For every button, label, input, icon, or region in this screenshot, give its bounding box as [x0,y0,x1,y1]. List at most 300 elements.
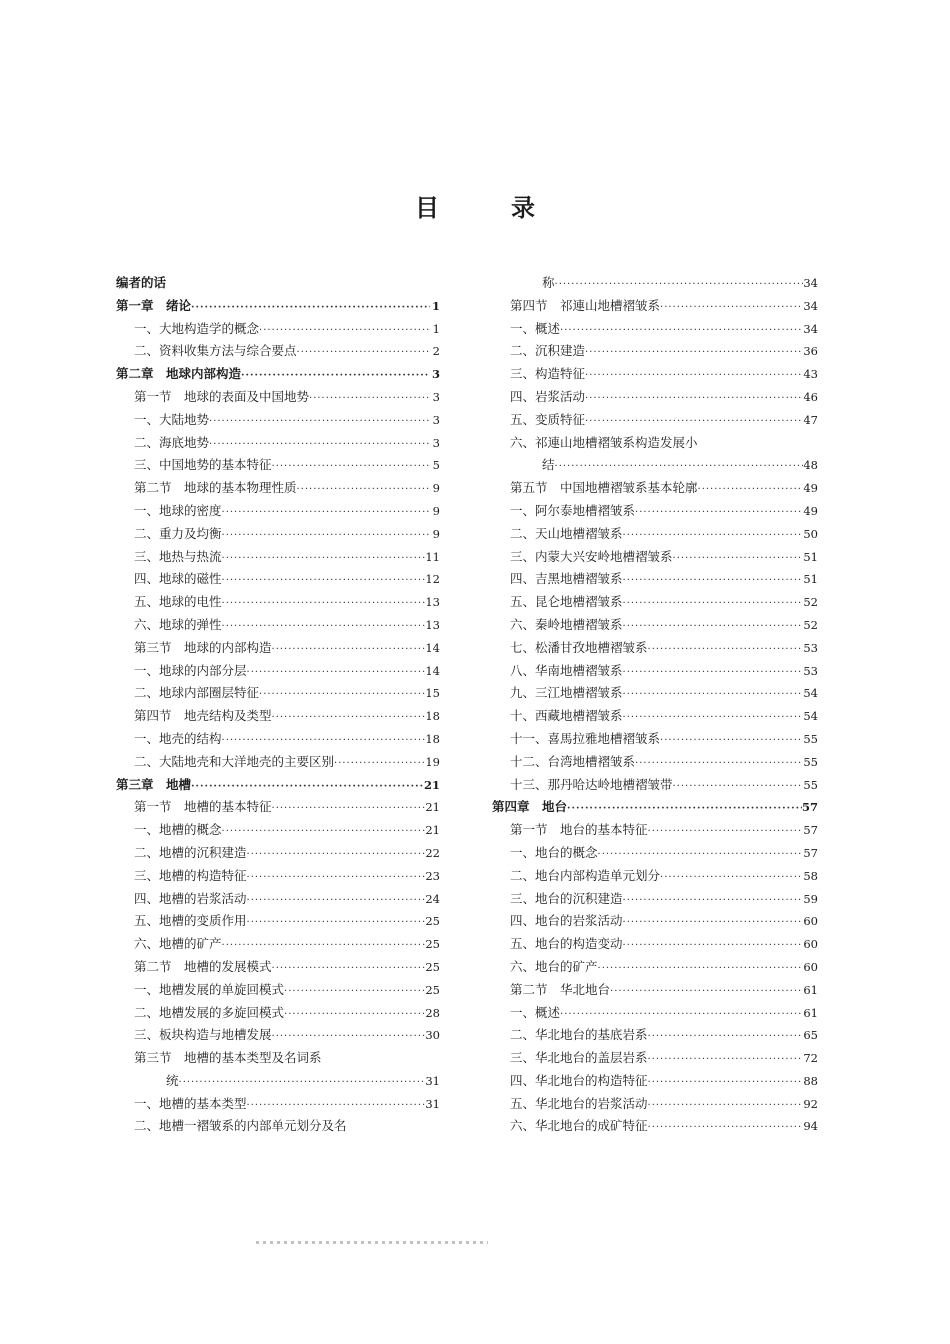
title-char-1: 目 [415,194,439,222]
toc-leader-dots [272,958,426,981]
toc-leader-dots [555,456,804,479]
toc-page-number: 55 [803,731,818,746]
toc-page-number: 22 [425,845,440,860]
toc-entry-title: 结 [542,457,555,473]
toc-leader-dots [222,935,426,958]
toc-entry-title: 三、内蒙大兴安岭地槽褶皱系 [510,548,673,564]
toc-entry[interactable] [492,500,818,523]
toc-entry-title: 统 [166,1072,179,1088]
toc-page-number: 18 [425,731,440,746]
toc-page-number: 21 [423,777,440,792]
toc-page-number: 59 [803,891,818,906]
toc-leader-dots [297,342,430,365]
toc-entry-title: 一、地壳的结构 [134,730,222,746]
toc-leader-dots [241,365,430,388]
toc-entry[interactable] [116,1070,440,1093]
toc-leader-dots [209,434,430,457]
toc-leader-dots [623,912,804,935]
toc-entry[interactable] [116,842,440,865]
toc-leader-dots [191,297,430,320]
toc-chapter-entry[interactable] [116,295,440,318]
toc-leader-dots [635,502,803,525]
toc-page-number: 94 [803,1119,818,1134]
toc-page-number: 57 [803,845,818,860]
toc-entry-title: 一、阿尔泰地槽褶皱系 [510,502,636,518]
toc-entry-title: 四、地台的岩浆活动 [510,913,623,929]
toc-page-number: 57 [803,823,818,838]
toc-entry-title: 二、海底地势 [134,434,210,450]
toc-page-number: 49 [803,503,818,518]
toc-page-number: 50 [803,526,818,541]
toc-leader-dots [247,890,426,913]
toc-page-number: 1 [432,321,440,336]
toc-entry[interactable] [492,454,818,477]
toc-entry-title: 五、地球的电性 [134,594,222,610]
toc-entry-title: 八、华南地槽褶皱系 [510,662,623,678]
toc-entry-title: 六、秦岭地槽褶皱系 [510,616,623,632]
toc-leader-dots [560,1004,803,1027]
toc-leader-dots [247,1095,426,1118]
toc-entry[interactable] [116,660,440,683]
toc-leader-dots [648,639,804,662]
toc-page-number: 55 [803,777,818,792]
toc-entry[interactable] [492,568,818,591]
toc-leader-dots [648,821,804,844]
toc-leader-dots [648,1095,804,1118]
toc-section-entry[interactable] [492,477,818,500]
toc-page-number: 53 [803,640,818,655]
toc-entry-title: 四、华北地台的构造特征 [510,1072,648,1088]
toc-page-number: 49 [803,481,818,496]
toc-entry-title: 称 [542,275,555,290]
toc-leader-dots [673,776,804,799]
toc-leader-dots [222,821,426,844]
toc-leader-dots [673,548,804,571]
toc-page-number: 36 [803,344,818,359]
toc-leader-dots [191,776,424,799]
toc-entry-title: 第二节 地球的基本物理性质 [134,480,297,496]
toc-entry-title: 二、资料收集方法与综合要点 [134,343,297,359]
toc-entry-title: 二、沉积建造 [510,343,586,359]
toc-page-number: 47 [803,412,818,427]
toc-entry[interactable] [492,842,818,865]
toc-page-number: 9 [432,526,440,541]
toc-page-number: 34 [803,276,818,290]
toc-page-number: 25 [425,914,440,929]
toc-page-number: 3 [432,435,440,450]
toc-entry[interactable] [116,910,440,933]
toc-section-entry[interactable] [492,295,818,318]
toc-entry-title: 第二节 地槽的发展模式 [134,958,272,974]
toc-entry[interactable] [116,500,440,523]
toc-entry-title: 二、大陆地壳和大洋地壳的主要区别 [134,753,335,769]
toc-entry-title: 六、地槽的矿产 [134,936,222,952]
toc-page-number: 55 [803,754,818,769]
toc-section-entry[interactable] [116,477,440,500]
toc-page-number: 14 [425,640,440,655]
scan-smudge [256,1241,488,1244]
toc-entry-title: 六、祁連山地槽褶皱系构造发展小 [510,434,698,450]
toc-leader-dots [309,388,430,411]
toc-leader-dots [623,935,804,958]
toc-entry-title: 三、地槽的构造特征 [134,867,247,883]
toc-entry-title: 编者的话 [116,275,167,290]
toc-leader-dots [585,411,803,434]
toc-leader-dots [660,867,803,890]
toc-leader-dots [222,616,426,639]
toc-page-number: 92 [803,1096,818,1111]
toc-entry-title: 第二节 华北地台 [510,981,611,997]
toc-leader-dots [272,707,426,730]
toc-section-entry[interactable] [116,1047,440,1070]
toc-entry-title: 第一章 绪论 [116,297,192,313]
toc-entry[interactable] [116,272,440,295]
toc-chapter-entry[interactable] [116,774,440,797]
toc-leader-dots [297,479,430,502]
toc-page-number: 12 [425,572,440,587]
toc-page-number: 3 [432,389,440,404]
toc-entry-title: 第三节 地球的内部构造 [134,639,272,655]
toc-page-number: 61 [803,982,818,997]
toc-page-number: 48 [803,458,818,473]
toc-entry-title: 一、地球的内部分层 [134,662,247,678]
toc-leader-dots [648,1049,804,1072]
toc-page-number: 28 [425,1005,440,1020]
toc-leader-dots [259,320,430,343]
toc-page-number: 9 [432,503,440,518]
toc-page-number: 24 [425,891,440,906]
toc-leader-dots [698,479,804,502]
toc-leader-dots [585,342,803,365]
toc-entry-title: 四、岩浆活动 [510,388,586,404]
toc-entry-title: 四、吉黑地槽褶皱系 [510,571,623,587]
toc-entry-title: 五、昆仑地槽褶皱系 [510,594,623,610]
toc-entry-title: 第五节 中国地槽褶皱系基本轮廓 [510,480,698,496]
toc-entry-title: 二、地球内部圈层特征 [134,685,260,701]
toc-leader-dots [623,890,804,913]
toc-page-number: 2 [432,344,440,359]
toc-entry-title: 一、大地构造学的概念 [134,320,260,336]
toc-entry[interactable] [492,888,818,911]
toc-page-number: 1 [431,298,440,313]
toc-entry-title: 一、概述 [510,320,561,336]
toc-leader-dots [247,844,426,867]
toc-entry[interactable] [116,591,440,614]
toc-entry-title: 三、地热与热流 [134,548,222,564]
toc-page-number: 57 [801,800,818,815]
toc-entry-title: 第四节 地壳结构及类型 [134,708,272,724]
toc-page-number: 3 [432,412,440,427]
toc-entry[interactable] [492,637,818,660]
toc-leader-dots [179,1072,426,1095]
toc-page-number: 61 [803,1005,818,1020]
toc-right-column [492,272,818,1138]
toc-entry[interactable] [116,614,440,637]
toc-page-number: 11 [425,549,440,564]
toc-left-column [116,272,440,1138]
toc-entry[interactable] [116,1115,440,1138]
toc-entry-title: 三、中国地势的基本特征 [134,457,272,473]
toc-page-number: 51 [803,572,818,587]
toc-entry[interactable] [492,591,818,614]
toc-entry[interactable] [116,409,440,432]
toc-entry[interactable] [116,682,440,705]
toc-entry-title: 一、地槽的概念 [134,822,222,838]
toc-entry-title: 一、地槽发展的单旋回模式 [134,981,285,997]
toc-entry-title: 一、地球的密度 [134,502,222,518]
toc-leader-dots [334,753,425,776]
toc-section-entry[interactable] [116,956,440,979]
toc-leader-dots [567,798,802,821]
toc-page-number: 53 [803,663,818,678]
toc-entry-title: 三、构造特征 [510,366,586,382]
toc-entry[interactable] [492,728,818,751]
toc-entry[interactable] [492,933,818,956]
toc-section-entry[interactable] [116,796,440,819]
toc-entry-title: 七、松潘甘孜地槽褶皱系 [510,639,648,655]
toc-entry[interactable] [116,340,440,363]
toc-entry[interactable] [492,546,818,569]
toc-page-number: 25 [425,959,440,974]
toc-entry[interactable] [492,1047,818,1070]
toc-entry[interactable] [492,660,818,683]
toc-entry[interactable] [492,363,818,386]
toc-page-number: 19 [425,754,440,769]
toc-entry-title: 二、地槽发展的多旋回模式 [134,1004,285,1020]
toc-leader-dots [222,570,426,593]
toc-page-number: 25 [425,937,440,952]
toc-entry-title: 六、华北地台的成矿特征 [510,1118,648,1134]
toc-leader-dots [623,684,804,707]
toc-entry-title: 三、板块构造与地槽发展 [134,1027,272,1043]
title-char-2: 录 [511,194,535,222]
toc-leader-dots [660,730,803,753]
toc-entry[interactable] [492,1115,818,1138]
toc-leader-dots [585,388,803,411]
toc-page-number: 34 [803,321,818,336]
toc-page-number: 60 [803,914,818,929]
toc-chapter-entry[interactable] [492,796,818,819]
toc-entry[interactable] [116,819,440,842]
toc-leader-dots [648,1117,804,1140]
toc-leader-dots [555,274,804,297]
toc-entry-title: 第四节 祁連山地槽褶皱系 [510,297,661,313]
toc-entry[interactable] [116,888,440,911]
toc-leader-dots [272,1026,426,1049]
toc-entry-title: 五、地槽的变质作用 [134,913,247,929]
toc-page-number: 58 [803,868,818,883]
toc-entry-title: 一、地台的概念 [510,844,598,860]
toc-entry-title: 二、华北地台的基底岩系 [510,1027,648,1043]
toc-entry[interactable] [492,340,818,363]
toc-section-entry[interactable] [116,705,440,728]
toc-entry[interactable] [116,751,440,774]
toc-entry[interactable] [116,1002,440,1025]
toc-page-number: 13 [425,595,440,610]
toc-leader-dots [623,662,804,685]
toc-entry-title: 二、地槽一褶皱系的内部单元划分及名 [134,1118,347,1134]
toc-page-number: 31 [425,1096,440,1111]
toc-entry[interactable] [116,318,440,341]
toc-page-number: 13 [425,617,440,632]
toc-leader-dots [209,411,430,434]
toc-leader-dots [259,684,425,707]
toc-entry-title: 十、西藏地槽褶皱系 [510,708,623,724]
toc-entry-title: 三、华北地台的盖层岩系 [510,1050,648,1066]
toc-entry-title: 第一节 地球的表面及中国地势 [134,388,310,404]
toc-entry[interactable] [116,979,440,1002]
toc-leader-dots [648,1026,804,1049]
toc-entry[interactable] [492,865,818,888]
toc-entry-title: 二、地槽的沉积建造 [134,844,247,860]
toc-entry-title: 第一节 地槽的基本特征 [134,799,272,815]
toc-entry[interactable] [492,523,818,546]
toc-entry-title: 五、华北地台的岩浆活动 [510,1095,648,1111]
toc-leader-dots [610,981,803,1004]
toc-entry[interactable] [492,1093,818,1116]
toc-entry-title: 第一节 地台的基本特征 [510,822,648,838]
toc-entry[interactable] [492,751,818,774]
toc-page-number: 54 [803,709,818,724]
toc-entry-title: 十二、台湾地槽褶皱系 [510,753,636,769]
toc-leader-dots [623,593,804,616]
toc-entry[interactable] [492,910,818,933]
toc-entry[interactable] [492,318,818,341]
toc-entry-title: 二、地台内部构造单元划分 [510,867,661,883]
toc-entry[interactable] [492,409,818,432]
toc-entry[interactable] [116,728,440,751]
toc-entry[interactable] [492,272,818,295]
toc-page-number: 60 [803,937,818,952]
toc-leader-dots [222,730,426,753]
toc-leader-dots [272,798,426,821]
toc-leader-dots [623,570,804,593]
toc-page-number: 21 [425,823,440,838]
toc-page-number: 88 [803,1073,818,1088]
toc-page-number: 25 [425,982,440,997]
toc-leader-dots [623,616,804,639]
toc-section-entry[interactable] [492,979,818,1002]
toc-section-entry[interactable] [116,637,440,660]
toc-leader-dots [284,981,425,1004]
toc-page-number: 18 [425,709,440,724]
toc-leader-dots [284,1004,425,1027]
toc-entry-title: 三、地台的沉积建造 [510,890,623,906]
toc-entry-title: 一、概述 [510,1004,561,1020]
toc-entry[interactable] [116,568,440,591]
toc-page-number: 9 [432,481,440,496]
toc-entry-title: 五、地台的构造变动 [510,936,623,952]
toc-page-number: 46 [803,389,818,404]
toc-leader-dots [623,707,804,730]
page-title [0,188,950,223]
toc-leader-dots [222,525,430,548]
toc-entry[interactable] [492,774,818,797]
toc-entry[interactable] [116,1093,440,1116]
toc-entry[interactable] [116,523,440,546]
toc-leader-dots [560,320,803,343]
toc-leader-dots [585,365,803,388]
toc-page-number: 54 [803,686,818,701]
toc-entry-title: 一、地槽的基本类型 [134,1095,247,1111]
toc-entry[interactable] [492,956,818,979]
toc-entry-title: 第三章 地槽 [116,776,192,792]
toc-page-number: 5 [432,458,440,473]
toc-entry-title: 一、大陆地势 [134,411,210,427]
toc-entry[interactable] [116,546,440,569]
toc-entry-title: 十一、喜馬拉雅地槽褶皱系 [510,730,661,746]
toc-entry-title: 四、地球的磁性 [134,571,222,587]
toc-entry[interactable] [492,432,818,455]
toc-page-number: 72 [803,1051,818,1066]
toc-leader-dots [648,1072,804,1095]
toc-page-number: 43 [803,367,818,382]
toc-leader-dots [635,753,803,776]
toc-entry[interactable] [492,682,818,705]
toc-page-number: 21 [425,800,440,815]
toc-chapter-entry[interactable] [116,363,440,386]
toc-leader-dots [222,548,426,571]
toc-page-number: 52 [803,595,818,610]
toc-entry-title: 九、三江地槽褶皱系 [510,685,623,701]
toc-page-number: 60 [803,959,818,974]
toc-entry[interactable] [492,1024,818,1047]
toc-leader-dots [247,662,426,685]
toc-entry[interactable] [116,865,440,888]
toc-leader-dots [660,297,803,320]
toc-section-entry[interactable] [492,819,818,842]
toc-page-number: 31 [425,1073,440,1088]
toc-entry-title: 五、变质特征 [510,411,586,427]
toc-entry-title: 二、重力及均衡 [134,525,222,541]
toc-page-number: 15 [425,686,440,701]
toc-entry-title: 六、地球的弹性 [134,616,222,632]
toc-entry[interactable] [116,432,440,455]
toc-entry[interactable] [492,614,818,637]
toc-entry[interactable] [492,1070,818,1093]
toc-entry-title: 第二章 地球内部构造 [116,366,242,382]
toc-entry-title: 第三节 地槽的基本类型及名词系 [134,1050,322,1066]
toc-entry-title: 六、地台的矿产 [510,958,598,974]
toc-entry[interactable] [492,1002,818,1025]
toc-entry[interactable] [116,1024,440,1047]
toc-leader-dots [247,912,426,935]
toc-page-number: 3 [431,367,440,382]
toc-page-number: 52 [803,617,818,632]
toc-entry-title: 十三、那丹哈达岭地槽褶皱带 [510,776,673,792]
toc-entry[interactable] [116,454,440,477]
toc-entry[interactable] [116,933,440,956]
toc-page-number: 30 [425,1028,440,1043]
toc-page-number: 14 [425,663,440,678]
toc-leader-dots [623,525,804,548]
toc-page-number: 65 [803,1028,818,1043]
toc-page-number: 34 [803,298,818,313]
toc-page-number: 23 [425,868,440,883]
toc-leader-dots [598,844,804,867]
toc-entry-title: 四、地槽的岩浆活动 [134,890,247,906]
toc-leader-dots [272,639,426,662]
toc-leader-dots [247,867,426,890]
toc-entry-title: 第四章 地台 [492,799,568,815]
toc-section-entry[interactable] [116,386,440,409]
toc-entry-title: 二、天山地槽褶皱系 [510,525,623,541]
toc-page-number: 51 [803,549,818,564]
toc-leader-dots [222,593,426,616]
toc-entry[interactable] [492,386,818,409]
toc-entry[interactable] [492,705,818,728]
toc-leader-dots [598,958,804,981]
